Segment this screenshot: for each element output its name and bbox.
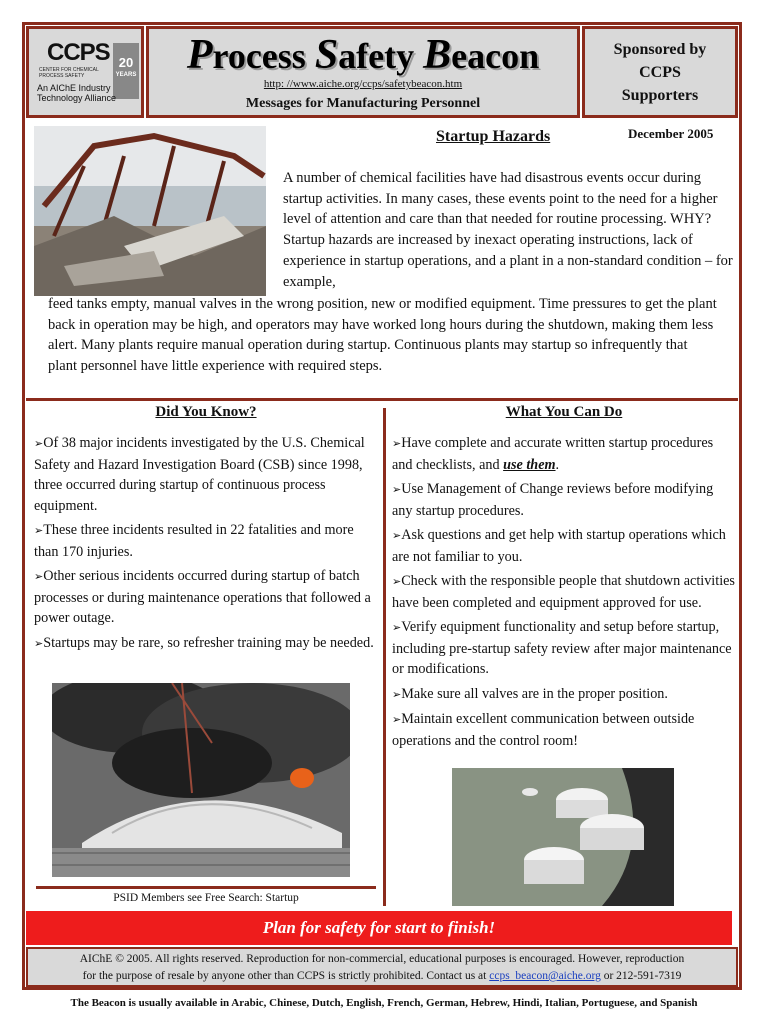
safety-slogan-banner: Plan for safety for start to finish! [26,911,732,945]
sponsor-line: CCPS [639,64,681,81]
tagline: Messages for Manufacturing Personnel [245,96,481,111]
list-item: ➢Check with the responsible people that shutdown activities have been completed and equipment approved for use. [392,573,735,611]
logo-aiche-text: An AIChE Industry Technology Alliance [37,83,117,103]
page-title: Process Safety Beacon [186,32,540,78]
copyright-line: for the purpose of resale by anyone other than CCPS is strictly prohibited. Contact us at ccps_beacon@aiche.org or 212-591-7319 [82,970,682,982]
what-you-can-do-column [392,404,736,755]
ccps-logo[interactable] [26,26,144,118]
sponsor-line: Sponsored by [613,41,707,58]
arrow-bullet-icon: ➢ [34,437,44,450]
divider [36,886,376,889]
intro-section [26,122,738,401]
list-item: ➢Ask questions and get help with startup operations which are not familiar to you. [392,527,726,565]
badge-number: 20 [118,55,134,70]
psid-note: PSID Members see Free Search: Startup [113,892,299,904]
tank-fire-photo [52,683,350,877]
arrow-bullet-icon: ➢ [392,687,402,701]
column-divider [383,408,386,906]
copyright-line: AIChE © 2005. All rights reserved. Reproduction for non-commercial, educational purposes is encouraged. However, reproduction [79,953,685,965]
masthead [146,26,580,118]
intro-paragraph-continued: feed tanks empty, manual valves in the wrong position, new or modified equipment. Time pressures to get the plant back in operation may be high, and operators may have worked long hours during the shutdown, making them less alert. Many plants require manual operation during startup. Continuous plants may startup so infrequently that plant personnel have little experience with required steps. [48,296,717,375]
collapsed-building-photo [34,126,266,296]
did-you-know-heading: Did You Know? [155,404,257,420]
arrow-bullet-icon: ➢ [392,529,402,542]
contact-email-link[interactable]: ccps_beacon@aiche.org [489,970,601,982]
did-you-know-column [34,404,378,658]
logo-wordmark: CCPS [47,39,110,66]
arrow-bullet-icon: ➢ [34,570,44,583]
badge-years: YEARS [115,72,137,78]
header [26,26,738,120]
list-item: ➢Verify equipment functionality and setup before startup, including pre-startup safety review after major maintenance or modifications. [392,619,732,677]
list-item: ➢Startups may be rare, so refresher training may be needed. [34,634,374,651]
intro-paragraph: A number of chemical facilities have had disastrous events occur during startup activities. In many cases, these events point to the need for a higher level of attention and care than that needed for routine processing. WHY? Startup hazards are increased by inexact operating instructions, lack of experience in startup operations, and a plant in a non-standard condition – for example, [283,170,733,290]
copyright-notice [26,947,738,987]
beacon-url-link[interactable]: http: //www.aiche.org/ccps/safetybeacon.htm [263,78,463,90]
list-item: ➢Make sure all valves are in the proper position. [392,685,668,702]
arrow-bullet-icon: ➢ [392,713,402,726]
list-item: ➢Use Management of Change reviews before modifying any startup procedures. [392,481,714,519]
arrow-bullet-icon: ➢ [392,483,402,496]
languages-footer: The Beacon is usually available in Arabic, Chinese, Dutch, English, French, German, Hebrew, Hindi, Italian, Portuguese, and Spanish [70,997,698,1009]
issue-date: December 2005 [628,126,714,141]
list-item: ➢Other serious incidents occurred during startup of batch processes or during maintenance operations that followed a power outage. [34,568,371,626]
list-item: ➢Have complete and accurate written startup procedures and checklists, and use them. [392,435,714,473]
list-item: ➢Maintain excellent communication between outside operations and the control room! [392,711,695,749]
what-you-can-do-heading: What You Can Do [505,404,623,420]
sponsor-box [582,26,738,118]
logo-subtitle: CENTER FOR CHEMICAL PROCESS SAFETY [39,67,99,79]
arrow-bullet-icon: ➢ [34,524,44,537]
arrow-bullet-icon: ➢ [34,636,44,650]
arrow-bullet-icon: ➢ [392,575,402,588]
list-item: ➢Of 38 major incidents investigated by the U.S. Chemical Safety and Hazard Investigation Board (CSB) since 1998, three occurred during startup of continuous process equipment. [34,435,365,514]
arrow-bullet-icon: ➢ [392,621,402,634]
storage-tanks-aerial-photo [452,768,674,906]
arrow-bullet-icon: ➢ [392,437,402,450]
list-item: ➢These three incidents resulted in 22 fatalities and more than 170 injuries. [34,522,354,560]
sponsor-line: Supporters [621,87,699,104]
startup-hazards-heading: Startup Hazards [436,128,551,145]
